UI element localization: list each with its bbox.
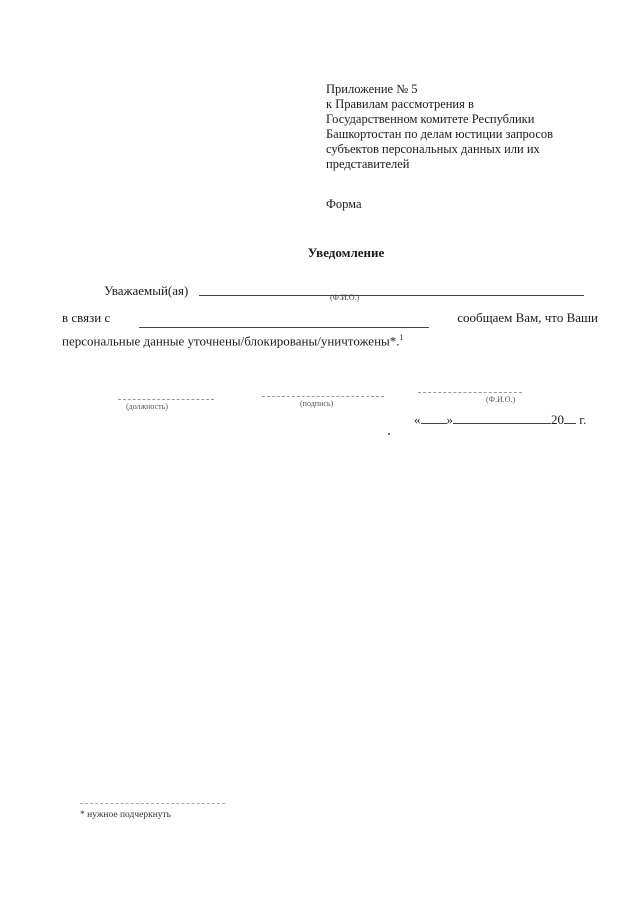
form-label: Форма [326,197,362,211]
appendix-line: представителей [326,157,410,171]
reason-blank [139,308,429,328]
date-close-quote: » [446,412,453,427]
position-caption: (должность) [126,402,168,411]
body-prefix: в связи с [62,310,111,325]
signature-line [262,396,384,397]
year-suffix: г. [579,412,587,427]
salutation-text: Уважаемый(ая) [104,283,189,298]
appendix-line: Приложение № 5 [326,82,418,96]
position-signature-line [118,399,214,400]
appendix-line: субъектов персональных данных или их [326,142,540,156]
month-blank [453,423,551,424]
salutation-line [104,283,188,299]
footnote-separator [80,803,225,804]
fio-blank [199,295,584,296]
body-paragraph [62,308,598,351]
appendix-line: к Правилам рассмотрения в [326,97,474,111]
scan-speck [388,433,390,435]
year-prefix: 20 [551,412,564,427]
day-blank [421,423,447,424]
fio-signature-line [418,392,522,393]
date-open-quote: « [414,412,421,427]
footnote-ref: 1 [399,333,404,342]
appendix-header [326,82,616,172]
fio-caption: (Ф.И.О.) [330,293,360,302]
appendix-line: Государственном комитете Республики [326,112,535,126]
signature-caption: (подпись) [300,399,334,408]
appendix-line: Башкортостан по делам юстиции запросов [326,127,554,141]
footnote-text: * нужное подчеркнуть [80,810,172,820]
body-row2: персональные данные уточнены/блокированы/уничтожены*. [62,333,400,349]
body-middle: сообщаем Вам, что Ваши [457,310,598,325]
date-line [414,412,586,428]
year-blank [564,423,576,424]
document-title: Уведомление [307,245,385,260]
fio-signature-caption: (Ф.И.О.) [486,395,516,404]
